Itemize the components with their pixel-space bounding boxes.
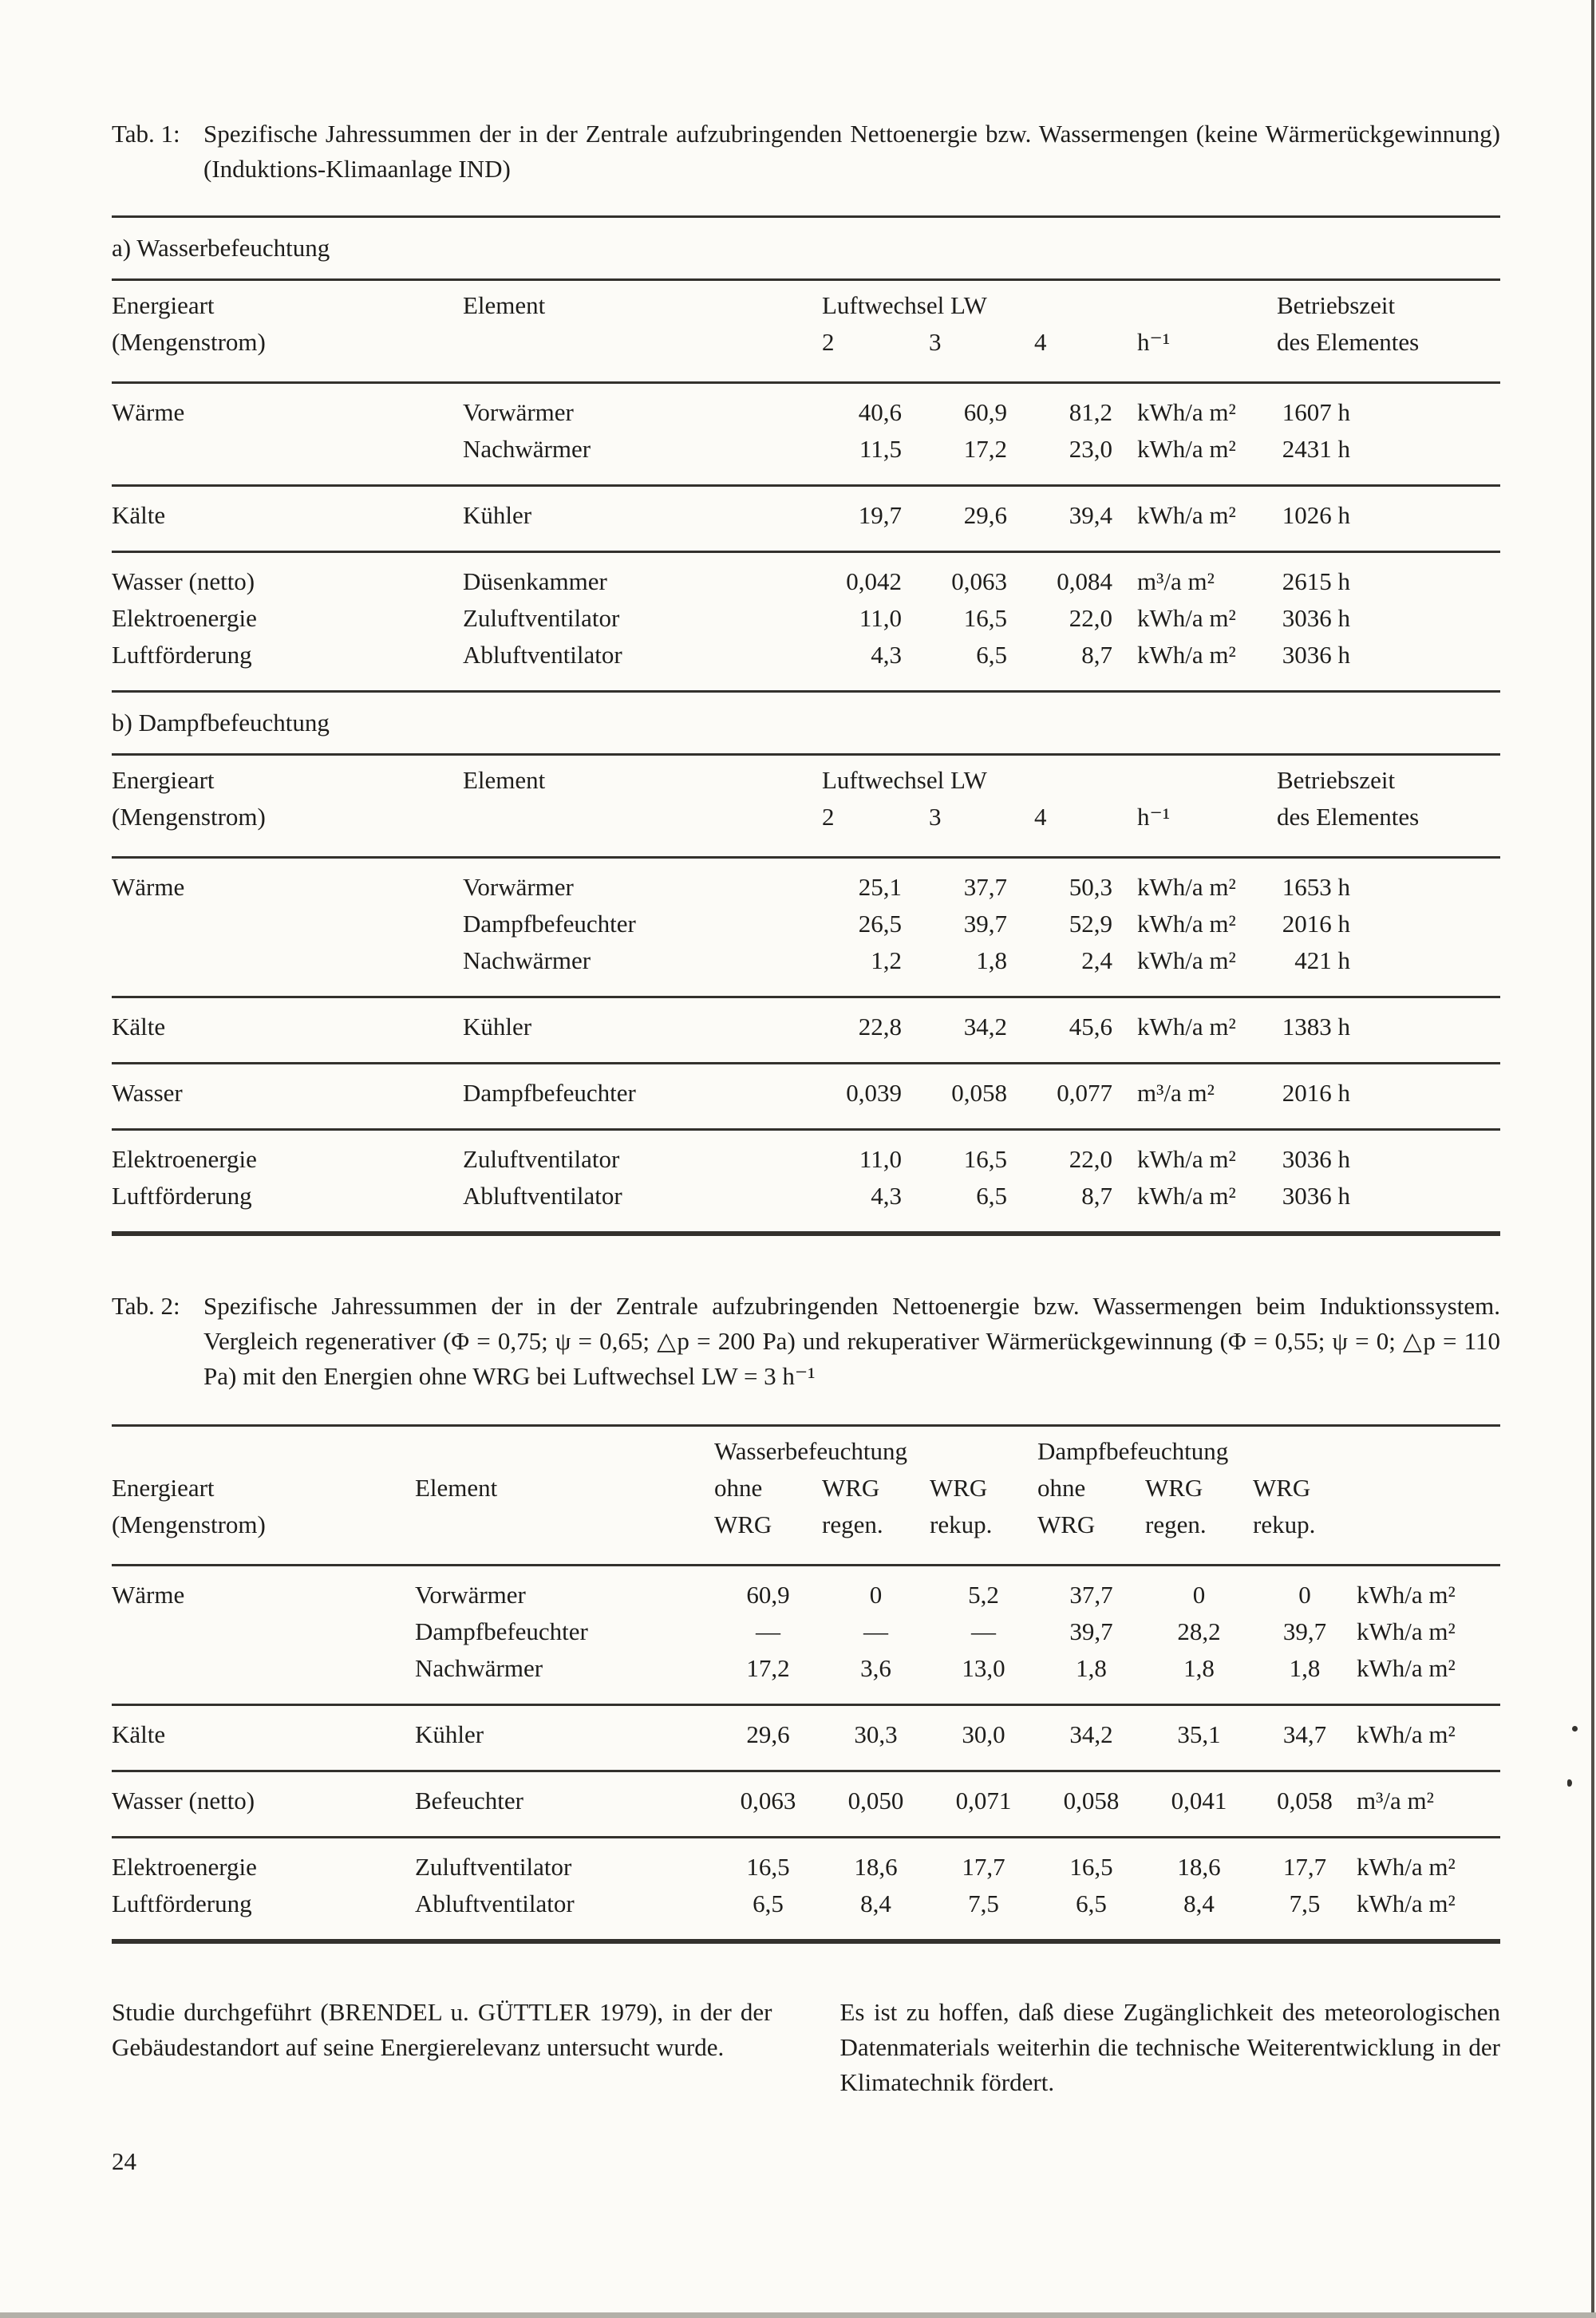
cell-w-regen: 8,4 xyxy=(860,1890,891,1917)
cell-d-rekup: 17,7 xyxy=(1282,1853,1327,1881)
cell-lw3: 37,7 xyxy=(963,873,1007,901)
header-element: Element xyxy=(415,1474,498,1502)
header-mengenstrom: (Mengenstrom) xyxy=(112,1510,266,1538)
betriebszeit-value: 2431 h xyxy=(1282,435,1350,463)
betriebszeit-value: 2016 h xyxy=(1282,910,1350,938)
cell-lw4: 2,4 xyxy=(1081,946,1112,974)
cell-lw2: 4,3 xyxy=(871,641,902,669)
cell-lw2: 0,042 xyxy=(846,567,902,595)
cell-unit: kWh/a m² xyxy=(1137,910,1236,938)
header-spacer xyxy=(1120,287,1277,324)
cell-unit: kWh/a m² xyxy=(1357,1654,1456,1682)
cell-w-regen: 0 xyxy=(869,1581,883,1609)
cell-betriebszeit xyxy=(1277,942,1500,979)
cell-lw3: 0,058 xyxy=(951,1079,1007,1107)
tab1b-group-elektro-luft xyxy=(112,1131,1500,1231)
cell-lw3: 6,5 xyxy=(976,641,1007,669)
cell-lw3: 16,5 xyxy=(963,1145,1007,1173)
cell-unit: kWh/a m² xyxy=(1357,1720,1456,1748)
cell-d-rekup: 0,058 xyxy=(1277,1787,1333,1815)
cell-lw2: 22,8 xyxy=(858,1013,902,1041)
tab1a-header xyxy=(112,281,1500,381)
cell-d-ohne: 6,5 xyxy=(1076,1890,1107,1917)
header-group-dampfbefeuchtung: Dampfbefeuchtung xyxy=(1037,1437,1229,1465)
cell-energieart: Luftförderung xyxy=(112,641,252,669)
cell-unit: kWh/a m² xyxy=(1137,501,1236,529)
body-text-left: Studie durchgeführt (BRENDEL u. GÜTTLER 1979), in der der Gebäudestandort auf seine Energierelevanz untersucht wurde. xyxy=(112,1998,772,2061)
cell-energieart xyxy=(112,431,463,468)
header-betriebszeit: Betriebszeit xyxy=(1277,766,1396,794)
header-spacer xyxy=(1357,1507,1500,1543)
header-d-rekup: WRG xyxy=(1253,1474,1311,1502)
cell-unit: kWh/a m² xyxy=(1137,641,1236,669)
header-w-ohne: ohne xyxy=(714,1474,763,1502)
scan-bottom-artifact xyxy=(0,2312,1596,2318)
cell-energieart xyxy=(112,1650,415,1687)
tab1-caption-label: Tab. 1: xyxy=(112,120,180,148)
cell-unit: kWh/a m² xyxy=(1357,1890,1456,1917)
cell-d-rekup: 39,7 xyxy=(1282,1617,1327,1645)
cell-lw4: 8,7 xyxy=(1081,641,1112,669)
cell-betriebszeit xyxy=(1277,563,1500,600)
cell-energieart: Kälte xyxy=(112,501,166,529)
cell-unit: kWh/a m² xyxy=(1357,1617,1456,1645)
cell-element: Abluftventilator xyxy=(415,1890,575,1917)
cell-lw2: 1,2 xyxy=(871,946,902,974)
page-content xyxy=(112,0,1500,2291)
cell-d-rekup: 34,7 xyxy=(1282,1720,1327,1748)
cell-lw4: 22,0 xyxy=(1069,604,1112,632)
cell-lw3: 0,063 xyxy=(951,567,1007,595)
betriebszeit-value: 2016 h xyxy=(1282,1079,1350,1107)
cell-unit: kWh/a m² xyxy=(1357,1853,1456,1881)
cell-d-rekup: 1,8 xyxy=(1289,1654,1321,1682)
cell-lw4: 39,4 xyxy=(1069,501,1112,529)
cell-betriebszeit xyxy=(1277,637,1500,673)
cell-w-rekup: 5,2 xyxy=(968,1581,999,1609)
header-w-regen: WRG xyxy=(822,1474,880,1502)
cell-element: Vorwärmer xyxy=(463,873,574,901)
betriebszeit-value: 3036 h xyxy=(1282,604,1350,632)
cell-unit: m³/a m² xyxy=(1137,567,1215,595)
cell-energieart: Kälte xyxy=(112,1013,166,1041)
cell-w-ohne: 60,9 xyxy=(746,1581,790,1609)
header-d-regen-2: regen. xyxy=(1145,1510,1207,1538)
tab1a-section-label: a) Wasserbefeuchtung xyxy=(112,234,330,262)
cell-element: Kühler xyxy=(415,1720,484,1748)
cell-energieart xyxy=(112,906,463,942)
header-spacer xyxy=(463,324,822,361)
cell-energieart xyxy=(112,1613,415,1650)
cell-element: Abluftventilator xyxy=(463,1182,622,1210)
cell-energieart: Elektroenergie xyxy=(112,1853,257,1881)
header-des-elementes: des Elementes xyxy=(1277,328,1420,356)
cell-d-regen: 1,8 xyxy=(1183,1654,1215,1682)
cell-unit: kWh/a m² xyxy=(1137,946,1236,974)
cell-lw2: 11,0 xyxy=(859,604,902,632)
header-betriebszeit: Betriebszeit xyxy=(1277,291,1396,319)
cell-lw3: 1,8 xyxy=(976,946,1007,974)
tab1b-group-waerme xyxy=(112,859,1500,996)
cell-unit: m³/a m² xyxy=(1137,1079,1215,1107)
cell-lw2: 25,1 xyxy=(858,873,902,901)
scan-edge-artifact xyxy=(1591,0,1594,2318)
header-spacer xyxy=(1120,762,1277,799)
tab1b-group-kaelte xyxy=(112,998,1500,1062)
cell-lw2: 26,5 xyxy=(858,910,902,938)
cell-d-regen: 18,6 xyxy=(1177,1853,1221,1881)
header-spacer xyxy=(415,1507,714,1543)
betriebszeit-value: 1653 h xyxy=(1282,873,1350,901)
cell-lw3: 34,2 xyxy=(963,1013,1007,1041)
cell-lw4: 81,2 xyxy=(1069,398,1112,426)
cell-d-ohne: 0,058 xyxy=(1063,1787,1120,1815)
cell-d-regen: 0,041 xyxy=(1171,1787,1227,1815)
cell-unit: kWh/a m² xyxy=(1137,604,1236,632)
cell-energieart: Luftförderung xyxy=(112,1890,252,1917)
cell-betriebszeit xyxy=(1277,1009,1500,1045)
cell-w-regen: 3,6 xyxy=(860,1654,891,1682)
cell-energieart: Wärme xyxy=(112,873,185,901)
header-spacer xyxy=(112,1433,415,1470)
cell-d-ohne: 37,7 xyxy=(1069,1581,1113,1609)
cell-w-ohne: 6,5 xyxy=(753,1890,784,1917)
header-mengenstrom: (Mengenstrom) xyxy=(112,328,266,356)
cell-lw4: 23,0 xyxy=(1069,435,1112,463)
tab2-caption xyxy=(112,1289,1500,1394)
cell-lw3: 17,2 xyxy=(963,435,1007,463)
cell-w-regen: 30,3 xyxy=(854,1720,898,1748)
cell-betriebszeit xyxy=(1277,1141,1500,1178)
cell-energieart: Elektroenergie xyxy=(112,1145,257,1173)
cell-element: Zuluftventilator xyxy=(463,1145,620,1173)
header-lw-4: 4 xyxy=(1034,803,1047,831)
tab2-caption-text: Spezifische Jahressummen der in der Zentrale aufzubringenden Nettoenergie bzw. Wassermengen beim Induktionssystem. Vergleich regenerativer (Φ = 0,75; ψ = 0,65; △p = 200 Pa) und rekuperativer Wärmerückgewinnung (Φ = 0,55; ψ = 0; △p = 110 Pa) mit den Energien ohne WRG bei Luftwechsel LW = 3 h⁻¹ xyxy=(203,1292,1500,1390)
divider xyxy=(112,1939,1500,1944)
cell-w-rekup: 30,0 xyxy=(962,1720,1005,1748)
cell-energieart: Wasser (netto) xyxy=(112,567,255,595)
header-w-rekup-2: rekup. xyxy=(930,1510,993,1538)
cell-element: Dampfbefeuchter xyxy=(415,1617,588,1645)
cell-energieart: Wärme xyxy=(112,1581,185,1609)
cell-w-ohne: 16,5 xyxy=(746,1853,790,1881)
header-luftwechsel-lw: Luftwechsel LW xyxy=(822,766,987,794)
tab1a-group-waerme xyxy=(112,384,1500,484)
divider xyxy=(112,1231,1500,1236)
tab2-group-wasser xyxy=(112,1772,1500,1836)
cell-betriebszeit xyxy=(1277,906,1500,942)
cell-element: Abluftventilator xyxy=(463,641,622,669)
header-energieart: Energieart xyxy=(112,766,215,794)
header-d-ohne-2: WRG xyxy=(1037,1510,1096,1538)
body-text-columns xyxy=(112,1995,1500,2100)
cell-w-ohne: 29,6 xyxy=(746,1720,790,1748)
cell-energieart: Wasser xyxy=(112,1079,183,1107)
cell-d-rekup: 0 xyxy=(1298,1581,1311,1609)
body-text-right: Es ist zu hoffen, daß diese Zugänglichkeit des meteorologischen Datenmaterials weiterhin die technische Weiterentwicklung in der Klimatechnik fördert. xyxy=(839,1998,1500,2096)
header-lw-2: 2 xyxy=(822,803,835,831)
header-element: Element xyxy=(463,291,546,319)
header-spacer xyxy=(1357,1433,1500,1470)
cell-w-rekup: 7,5 xyxy=(968,1890,999,1917)
cell-betriebszeit xyxy=(1277,1178,1500,1214)
header-des-elementes: des Elementes xyxy=(1277,803,1420,831)
cell-lw4: 8,7 xyxy=(1081,1182,1112,1210)
cell-lw3: 16,5 xyxy=(963,604,1007,632)
cell-unit: kWh/a m² xyxy=(1137,1145,1236,1173)
cell-lw2: 40,6 xyxy=(858,398,902,426)
header-lw-3: 3 xyxy=(929,803,942,831)
cell-lw3: 60,9 xyxy=(963,398,1007,426)
cell-lw4: 50,3 xyxy=(1069,873,1112,901)
header-energieart: Energieart xyxy=(112,291,215,319)
cell-energieart: Kälte xyxy=(112,1720,166,1748)
cell-unit: kWh/a m² xyxy=(1137,1013,1236,1041)
header-d-ohne: ohne xyxy=(1037,1474,1086,1502)
header-spacer xyxy=(415,1433,714,1470)
cell-lw2: 19,7 xyxy=(858,501,902,529)
cell-d-rekup: 7,5 xyxy=(1289,1890,1321,1917)
tab1-caption-text: Spezifische Jahressummen der in der Zentrale aufzubringenden Nettoenergie bzw. Wassermengen (keine Wärmerückgewinnung) (Induktions-Klimaanlage IND) xyxy=(203,120,1500,183)
cell-element: Nachwärmer xyxy=(463,946,591,974)
cell-unit: kWh/a m² xyxy=(1357,1581,1456,1609)
page-number: 24 xyxy=(112,2147,136,2175)
cell-w-rekup: 17,7 xyxy=(962,1853,1005,1881)
header-lw-4: 4 xyxy=(1034,328,1047,356)
cell-element: Dampfbefeuchter xyxy=(463,910,636,938)
header-spacer xyxy=(463,799,822,835)
cell-lw4: 0,077 xyxy=(1057,1079,1112,1107)
tab2-header xyxy=(112,1427,1500,1564)
cell-d-ohne: 1,8 xyxy=(1076,1654,1107,1682)
cell-element: Kühler xyxy=(463,501,532,529)
cell-lw2: 11,5 xyxy=(859,435,902,463)
tab1a-group-wasser-elektro xyxy=(112,553,1500,690)
scan-speck-artifact xyxy=(1572,1726,1578,1732)
cell-d-ohne: 34,2 xyxy=(1069,1720,1113,1748)
cell-unit: kWh/a m² xyxy=(1137,873,1236,901)
header-d-rekup-2: rekup. xyxy=(1253,1510,1316,1538)
cell-element: Nachwärmer xyxy=(415,1654,543,1682)
cell-w-rekup: 0,071 xyxy=(955,1787,1012,1815)
cell-w-ohne: — xyxy=(756,1617,780,1645)
cell-element: Befeuchter xyxy=(415,1787,523,1815)
cell-d-ohne: 39,7 xyxy=(1069,1617,1113,1645)
cell-w-ohne: 17,2 xyxy=(746,1654,790,1682)
tab1b-group-wasser xyxy=(112,1064,1500,1128)
header-w-ohne-2: WRG xyxy=(714,1510,772,1538)
header-element: Element xyxy=(463,766,546,794)
cell-d-regen: 8,4 xyxy=(1183,1890,1215,1917)
header-unit-h: h⁻¹ xyxy=(1137,803,1171,831)
cell-d-regen: 28,2 xyxy=(1177,1617,1221,1645)
cell-unit: kWh/a m² xyxy=(1137,398,1236,426)
cell-d-ohne: 16,5 xyxy=(1069,1853,1113,1881)
cell-energieart: Luftförderung xyxy=(112,1182,252,1210)
cell-w-regen: 18,6 xyxy=(854,1853,898,1881)
cell-unit: kWh/a m² xyxy=(1137,1182,1236,1210)
cell-d-regen: 0 xyxy=(1192,1581,1206,1609)
betriebszeit-value: 3036 h xyxy=(1282,641,1350,669)
tab1-caption xyxy=(112,116,1500,187)
tab1a-group-kaelte xyxy=(112,487,1500,551)
cell-element: Dampfbefeuchter xyxy=(463,1079,636,1107)
cell-energieart: Wärme xyxy=(112,398,185,426)
cell-lw3: 39,7 xyxy=(963,910,1007,938)
cell-element: Vorwärmer xyxy=(415,1581,526,1609)
cell-element: Düsenkammer xyxy=(463,567,607,595)
cell-w-regen: 0,050 xyxy=(847,1787,904,1815)
cell-lw3: 29,6 xyxy=(963,501,1007,529)
cell-betriebszeit xyxy=(1277,600,1500,637)
cell-element: Kühler xyxy=(463,1013,532,1041)
cell-lw4: 45,6 xyxy=(1069,1013,1112,1041)
cell-lw4: 52,9 xyxy=(1069,910,1112,938)
betriebszeit-value: 2615 h xyxy=(1282,567,1350,595)
cell-lw2: 0,039 xyxy=(846,1079,902,1107)
header-w-rekup: WRG xyxy=(930,1474,988,1502)
tab2-group-kaelte xyxy=(112,1706,1500,1770)
tab2-group-elektro-luft xyxy=(112,1838,1500,1939)
cell-energieart: Elektroenergie xyxy=(112,604,257,632)
tab2-group-waerme xyxy=(112,1566,1500,1704)
betriebszeit-value: 1383 h xyxy=(1282,1013,1350,1041)
cell-lw2: 11,0 xyxy=(859,1145,902,1173)
cell-element: Nachwärmer xyxy=(463,435,591,463)
header-luftwechsel-lw: Luftwechsel LW xyxy=(822,291,987,319)
header-energieart: Energieart xyxy=(112,1474,215,1502)
cell-betriebszeit xyxy=(1277,869,1500,906)
cell-unit: kWh/a m² xyxy=(1137,435,1236,463)
cell-betriebszeit xyxy=(1277,431,1500,468)
cell-betriebszeit xyxy=(1277,497,1500,534)
cell-lw2: 4,3 xyxy=(871,1182,902,1210)
header-spacer xyxy=(1357,1470,1500,1507)
cell-betriebszeit xyxy=(1277,394,1500,431)
betriebszeit-value: 3036 h xyxy=(1282,1182,1350,1210)
cell-energieart xyxy=(112,942,463,979)
cell-w-ohne: 0,063 xyxy=(740,1787,796,1815)
betriebszeit-value: 421 h xyxy=(1294,946,1350,974)
cell-d-regen: 35,1 xyxy=(1177,1720,1221,1748)
cell-lw4: 0,084 xyxy=(1057,567,1112,595)
header-lw-3: 3 xyxy=(929,328,942,356)
header-w-regen-2: regen. xyxy=(822,1510,883,1538)
betriebszeit-value: 1607 h xyxy=(1282,398,1350,426)
header-mengenstrom: (Mengenstrom) xyxy=(112,803,266,831)
header-lw-2: 2 xyxy=(822,328,835,356)
betriebszeit-value: 3036 h xyxy=(1282,1145,1350,1173)
cell-element: Zuluftventilator xyxy=(463,604,620,632)
header-group-wasserbefeuchtung: Wasserbefeuchtung xyxy=(714,1437,907,1465)
cell-unit: m³/a m² xyxy=(1357,1787,1434,1815)
header-d-regen: WRG xyxy=(1145,1474,1203,1502)
tab1b-section-label: b) Dampfbefeuchtung xyxy=(112,709,330,736)
tab1b-header xyxy=(112,756,1500,856)
cell-lw4: 22,0 xyxy=(1069,1145,1112,1173)
cell-lw3: 6,5 xyxy=(976,1182,1007,1210)
header-unit-h: h⁻¹ xyxy=(1137,328,1171,356)
cell-element: Vorwärmer xyxy=(463,398,574,426)
betriebszeit-value: 1026 h xyxy=(1282,501,1350,529)
cell-w-rekup: 13,0 xyxy=(962,1654,1005,1682)
cell-energieart: Wasser (netto) xyxy=(112,1787,255,1815)
tab2-caption-label: Tab. 2: xyxy=(112,1292,180,1320)
cell-w-regen: — xyxy=(863,1617,888,1645)
cell-betriebszeit xyxy=(1277,1075,1500,1112)
cell-w-rekup: — xyxy=(971,1617,996,1645)
cell-element: Zuluftventilator xyxy=(415,1853,572,1881)
scan-speck-artifact xyxy=(1567,1779,1572,1787)
